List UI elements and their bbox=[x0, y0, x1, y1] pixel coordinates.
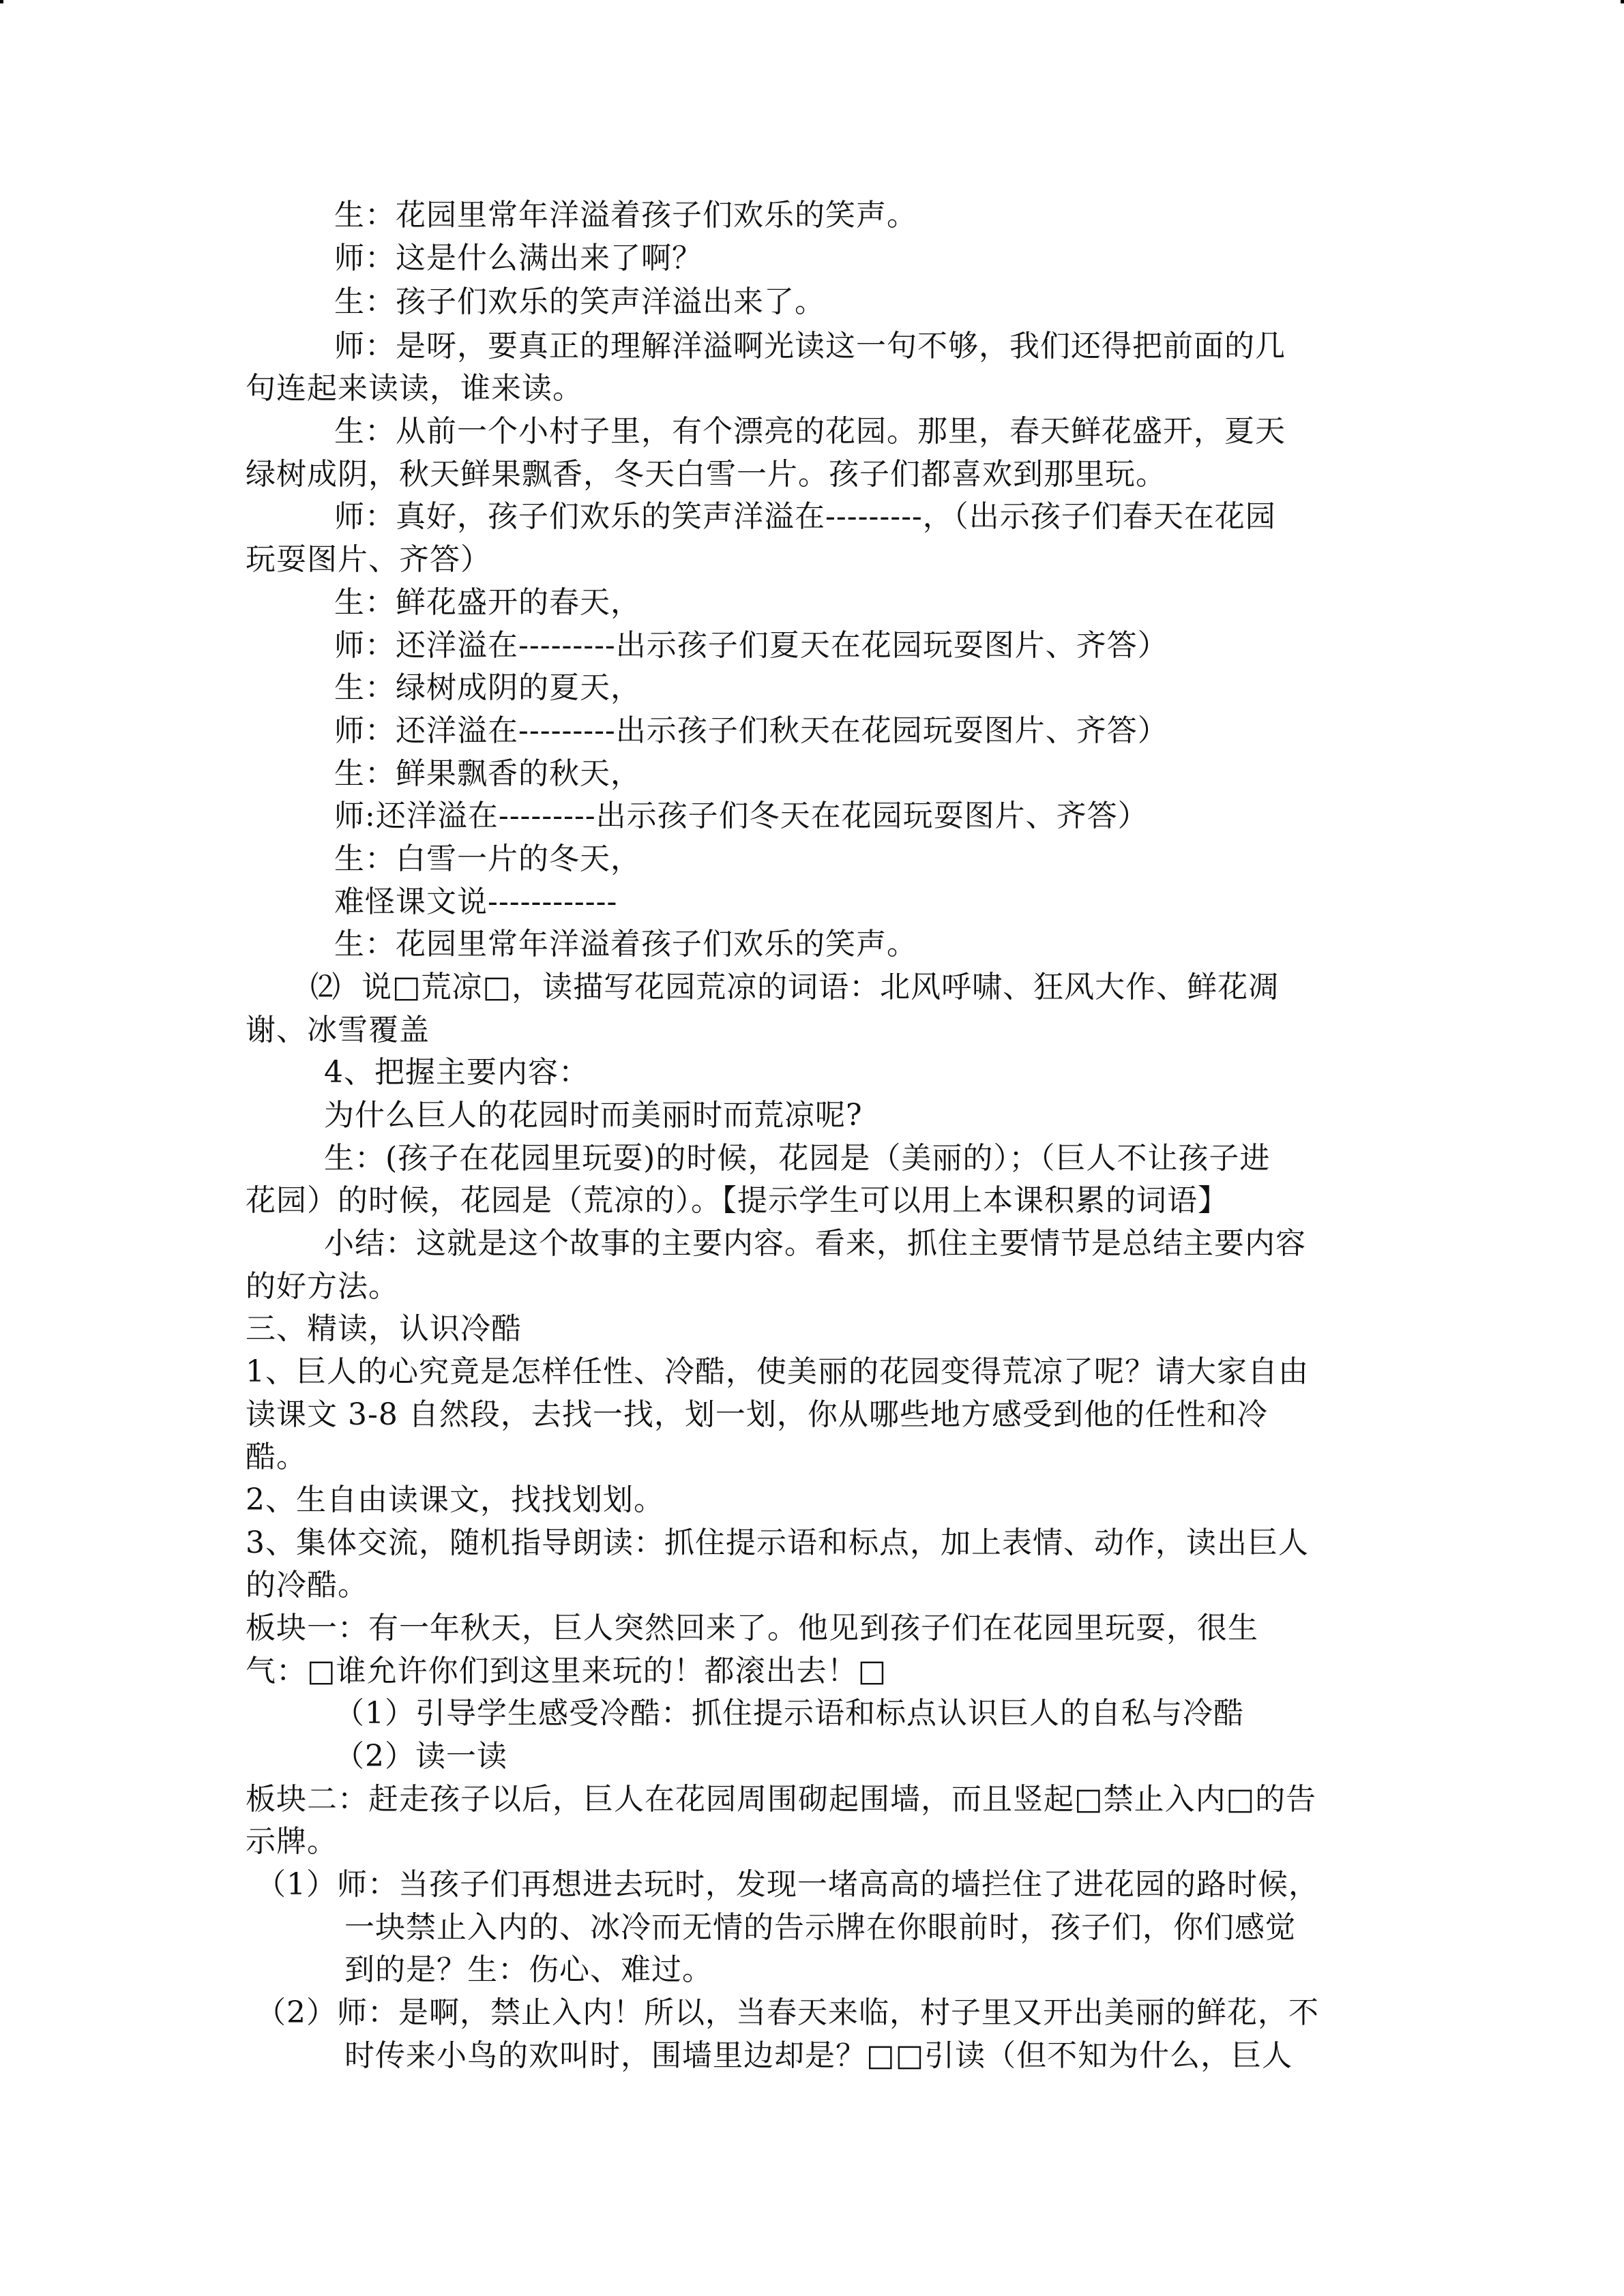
text-line: 师：真好，孩子们欢乐的笑声洋溢在---------，（出示孩子们春天在花园 bbox=[334, 499, 1276, 534]
text-line: ⑵ 说□荒凉□，读描写花园荒凉的词语：北风呼啸、狂风大作、鲜花凋 bbox=[310, 970, 1280, 1004]
text-line: 生：(孩子在花园里玩耍)的时候，花园是（美丽的）；（巨人不让孩子进 bbox=[324, 1141, 1271, 1176]
text-line: 3、集体交流，随机指导朗读：抓住提示语和标点，加上表情、动作，读出巨人 bbox=[246, 1525, 1309, 1560]
text-line: 的好方法。 bbox=[246, 1269, 399, 1304]
text-line: 生：鲜花盛开的春天， bbox=[334, 585, 641, 620]
text-line: 师：还洋溢在---------出示孩子们秋天在花园玩耍图片、齐答） bbox=[334, 713, 1168, 748]
text-line: 板块二：赶走孩子以后，巨人在花园周围砌起围墙，而且竖起□禁止入内□的告 bbox=[246, 1782, 1317, 1817]
text-line: 师：这是什么满出来了啊？ bbox=[334, 241, 703, 275]
text-line: 2、生自由读课文，找找划划。 bbox=[246, 1482, 664, 1517]
text-line: 绿树成阴，秋天鲜果飘香，冬天白雪一片。孩子们都喜欢到那里玩。 bbox=[246, 457, 1166, 492]
text-line: 师:还洋溢在---------出示孩子们冬天在花园玩耍图片、齐答） bbox=[334, 799, 1149, 833]
text-line: 一块禁止入内的、冰冷而无情的告示牌在你眼前时，孩子们，你们感觉 bbox=[344, 1910, 1296, 1945]
text-line: 句连起来读读，谁来读。 bbox=[246, 371, 583, 406]
text-line: 气：□谁允许你们到这里来玩的！都滚出去！□ bbox=[246, 1654, 887, 1688]
text-line: 师：是呀，要真正的理解洋溢啊光读这一句不够，我们还得把前面的几 bbox=[334, 329, 1286, 363]
text-line: 读课文 3-8 自然段，去找一找，划一划，你从哪些地方感受到他的任性和冷 bbox=[246, 1397, 1268, 1432]
text-line: （2）师：是啊，禁止入内！所以，当春天来临，村子里又开出美丽的鲜花，不 bbox=[256, 1995, 1319, 2030]
text-line: 酷。 bbox=[246, 1440, 307, 1474]
section-heading: 三、精读，认识冷酷 bbox=[246, 1311, 522, 1346]
text-line: 生：孩子们欢乐的笑声洋溢出来了。 bbox=[334, 284, 825, 319]
text-line: 1、巨人的心究竟是怎样任性、冷酷，使美丽的花园变得荒凉了呢？请大家自由 bbox=[246, 1354, 1309, 1389]
text-line: 为什么巨人的花园时而美丽时而荒凉呢? bbox=[324, 1098, 863, 1133]
text-line: （1）引导学生感受冷酷：抓住提示语和标点认识巨人的自私与冷酷 bbox=[334, 1696, 1244, 1731]
text-line: （2）读一读 bbox=[334, 1739, 507, 1774]
text-line: 生：白雪一片的冬天， bbox=[334, 841, 641, 876]
text-line: 生：从前一个小村子里，有个漂亮的花园。那里，春天鲜花盛开，夏天 bbox=[334, 414, 1286, 449]
text-line: 生：鲜果飘香的秋天， bbox=[334, 756, 641, 791]
text-line: 生：花园里常年洋溢着孩子们欢乐的笑声。 bbox=[334, 927, 917, 961]
text-line: 板块一：有一年秋天，巨人突然回来了。他见到孩子们在花园里玩耍，很生 bbox=[246, 1611, 1258, 1645]
text-line: 难怪课文说------------ bbox=[334, 884, 618, 919]
text-line: 谢、冰雪覆盖 bbox=[246, 1013, 430, 1047]
text-line: （1）师：当孩子们再想进去玩时，发现一堵高高的墙拦住了进花园的路时候， bbox=[256, 1867, 1319, 1902]
page-corner-mark bbox=[1621, 0, 1624, 3]
text-line: 小结：这就是这个故事的主要内容。看来，抓住主要情节是总结主要内容 bbox=[324, 1226, 1306, 1261]
text-line: 玩耍图片、齐答） bbox=[246, 542, 491, 577]
text-line: 到的是？生：伤心、难过。 bbox=[344, 1952, 713, 1987]
text-line: 时传来小鸟的欢叫时，围墙里边却是？□□引读（但不知为什么，巨人 bbox=[344, 2038, 1293, 2073]
text-line: 师：还洋溢在---------出示孩子们夏天在花园玩耍图片、齐答） bbox=[334, 628, 1168, 663]
text-line: 生：花园里常年洋溢着孩子们欢乐的笑声。 bbox=[334, 198, 917, 233]
text-line: 示牌。 bbox=[246, 1824, 338, 1859]
text-line: 生：绿树成阴的夏天， bbox=[334, 670, 641, 705]
page-corner-mark bbox=[0, 0, 3, 3]
text-line: 4、把握主要内容： bbox=[324, 1055, 589, 1090]
text-line: 花园）的时候，花园是（荒凉的）。【提示学生可以用上本课积累的词语】 bbox=[246, 1183, 1228, 1218]
text-line: 的冷酷。 bbox=[246, 1568, 368, 1602]
